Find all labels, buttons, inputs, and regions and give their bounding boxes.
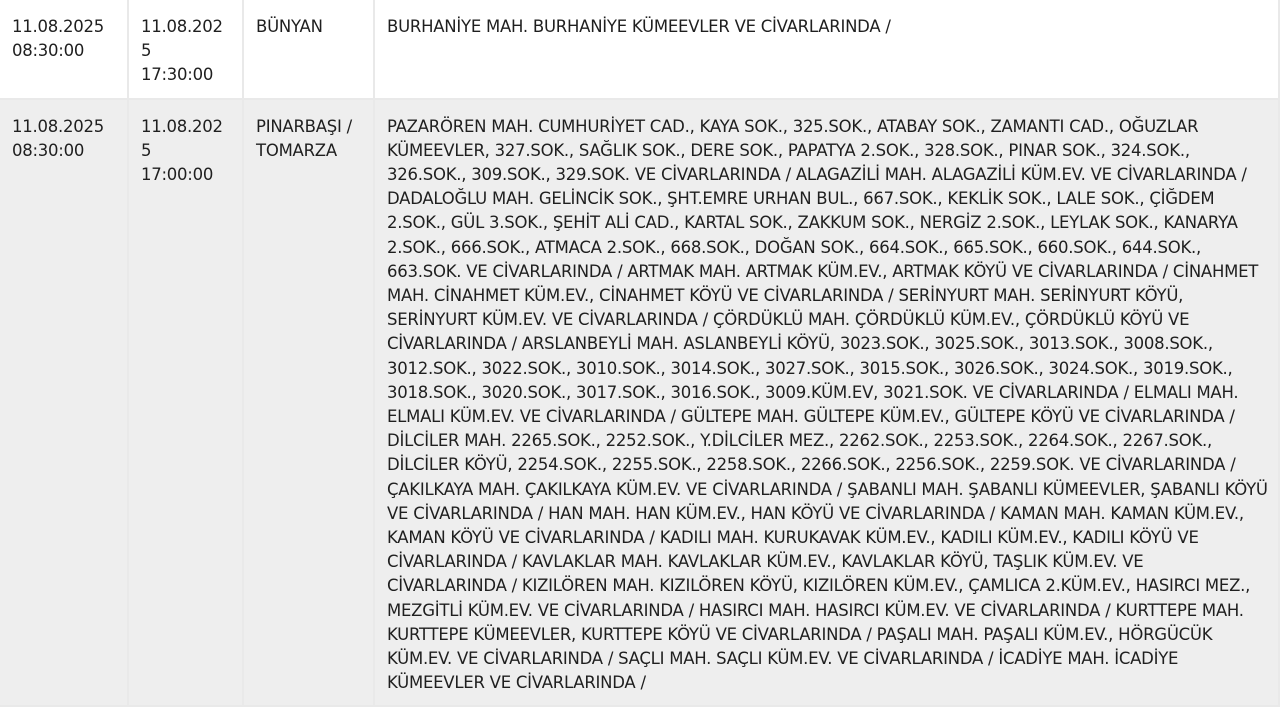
district-cell: PINARBAŞI / TOMARZA — [243, 99, 374, 707]
start-time: 08:30:00 — [12, 41, 85, 61]
end-time: 17:00:00 — [141, 165, 214, 185]
end-date: 11.08.2025 — [141, 116, 223, 160]
start-datetime-cell — [0, 0, 128, 99]
start-date: 11.08.2025 — [12, 116, 104, 136]
affected-areas-cell: PAZARÖREN MAH. CUMHURİYET CAD., KAYA SOK., 325.SOK., ATABAY SOK., ZAMANTI CAD., OĞUZLAR KÜMEEVLER, 327.SOK., SAĞLIK SOK., DERE SOK., PAPATYA 2.SOK., 328.SOK., PINAR SOK., 324.SOK., 326.SOK., 309.SOK., 329.SOK. VE CİVARLARINDA / ALAGAZİLİ MAH. ALAGAZİLİ KÜM.EV. VE CİVARLARINDA / DADALOĞLU MAH. GELİNCİK SOK., ŞHT.EMRE URHAN BUL., 667.SOK., KEKLİK SOK., LALE SOK., ÇİĞDEM 2.SOK., GÜL 3.SOK., ŞEHİT ALİ CAD., KARTAL SOK., ZAKKUM SOK., NERGİZ 2.SOK., LEYLAK SOK., KANARYA 2.SOK., 666.SOK., ATMACA 2.SOK., 668.SOK., DOĞAN SOK., 664.SOK., 665.SOK., 660.SOK., 644.SOK., 663.SOK. VE CİVARLARINDA / ARTMAK MAH. ARTMAK KÜM.EV., ARTMAK KÖYÜ VE CİVARLARINDA / CİNAHMET MAH. CİNAHMET KÜM.EV., CİNAHMET KÖYÜ VE CİVARLARINDA / SERİNYURT MAH. SERİNYURT KÖYÜ, SERİNYURT KÜM.EV. VE CİVARLARINDA / ÇÖRDÜKLÜ MAH. ÇÖRDÜKLÜ KÜM.EV., ÇÖRDÜKLÜ KÖYÜ VE CİVARLARINDA / ARSLANBEYLİ MAH. ASLANBEYLİ KÖYÜ, 3023.SOK., 3025.SOK., 3013.SOK., 3008.SOK., 3012.SOK., 3022.SOK., 3010.SOK., 3014.SOK., 3027.SOK., 3015.SOK., 3026.SOK., 3024.SOK., 3019.SOK., 3018.SOK., 3020.SOK., 3017.SOK., 3016.SOK., 3009.KÜM.EV, 3021.SOK. VE CİVARLARINDA / ELMALI MAH. ELMALI KÜM.EV. VE CİVARLARINDA / GÜLTEPE MAH. GÜLTEPE KÜM.EV., GÜLTEPE KÖYÜ VE CİVARLARINDA / DİLCİLER MAH. 2265.SOK., 2252.SOK., Y.DİLCİLER MEZ., 2262.SOK., 2253.SOK., 2264.SOK., 2267.SOK., DİLCİLER KÖYÜ, 2254.SOK., 2255.SOK., 2258.SOK., 2266.SOK., 2256.SOK., 2259.SOK. VE CİVARLARINDA / ÇAKILKAYA MAH. ÇAKILKAYA KÜM.EV. VE CİVARLARINDA / ŞABANLI MAH. ŞABANLI KÜMEEVLER, ŞABANLI KÖYÜ VE CİVARLARINDA / HAN MAH. HAN KÜM.EV., HAN KÖYÜ VE CİVARLARINDA / KAMAN MAH. KAMAN KÜM.EV., KAMAN KÖYÜ VE CİVARLARINDA / KADILI MAH. KURUKAVAK KÜM.EV., KADILI KÜM.EV., KADILI KÖYÜ VE CİVARLARINDA / KAVLAKLAR MAH. KAVLAKLAR KÜM.EV., KAVLAKLAR KÖYÜ, TAŞLIK KÜM.EV. VE CİVARLARINDA / KIZILÖREN MAH. KIZILÖREN KÖYÜ, KIZILÖREN KÜM.EV., ÇAMLICA 2.KÜM.EV., HASIRCI MEZ., MEZGİTLİ KÜM.EV. VE CİVARLARINDA / HASIRCI MAH. HASIRCI KÜM.EV. VE CİVARLARINDA / KURTTEPE MAH. KURTTEPE KÜMEEVLER, KURTTEPE KÖYÜ VE CİVARLARINDA / PAŞALI MAH. PAŞALI KÜM.EV., HÖRGÜCÜK KÜM.EV. VE CİVARLARINDA / SAÇLI MAH. SAÇLI KÜM.EV. VE CİVARLARINDA / İCADİYE MAH. İCADİYE KÜMEEVLER VE CİVARLARINDA / — [374, 99, 1279, 707]
table-row — [0, 99, 1279, 707]
end-datetime-cell — [128, 99, 243, 707]
end-date: 11.08.2025 — [141, 17, 223, 61]
end-time: 17:30:00 — [141, 65, 214, 85]
start-date: 11.08.2025 — [12, 17, 104, 36]
district-cell: BÜNYAN — [243, 0, 374, 99]
start-time: 08:30:00 — [12, 140, 85, 160]
affected-areas-cell: BURHANİYE MAH. BURHANİYE KÜMEEVLER VE CİVARLARINDA / — [374, 0, 1279, 99]
table-row — [0, 0, 1279, 99]
end-datetime-cell — [128, 0, 243, 99]
start-datetime-cell — [0, 99, 128, 707]
